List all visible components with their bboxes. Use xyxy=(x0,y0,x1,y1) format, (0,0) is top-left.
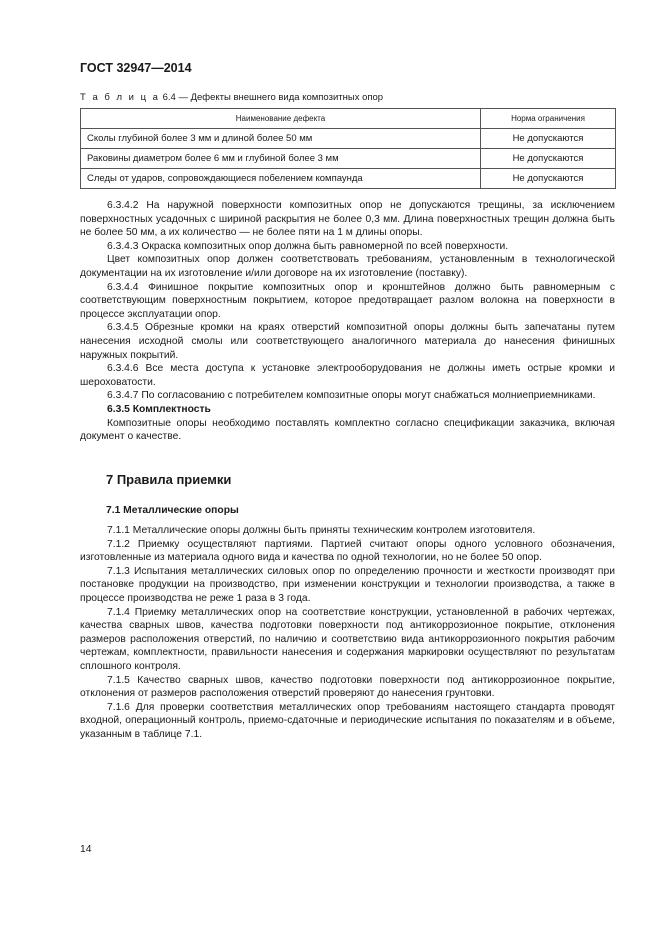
paragraph-7-1-2: 7.1.2 Приемку осуществляют партиями. Партией считают опоры одного условного обозначения, изготовленные из материала одного вида и качества по одной технологии, но не более 50 опор. xyxy=(80,538,615,564)
column-header-defect: Наименование дефекта xyxy=(81,109,481,129)
column-header-norm: Норма ограничения xyxy=(481,109,616,129)
paragraph-7-1-3: 7.1.3 Испытания металлических силовых опор по определению прочности и жесткости производят при постановке продукции на производство, при изменении конструкции и технологии производства, а также в процессе производства не реже 1 раза в 3 года. xyxy=(80,565,615,604)
page-number: 14 xyxy=(80,844,92,855)
table-row xyxy=(81,169,616,189)
section-7-1-heading: 7.1 Металлические опоры xyxy=(106,505,239,516)
defect-cell: Раковины диаметром более 6 мм и глубиной более 3 мм xyxy=(81,149,481,169)
norm-cell: Не допускаются xyxy=(481,129,616,149)
norm-cell: Не допускаются xyxy=(481,149,616,169)
paragraph-color: Цвет композитных опор должен соответствовать требованиям, установленным в технологической документации на их изготовление и/или договоре на их изготовление (поставку). xyxy=(80,254,615,279)
table-row xyxy=(81,129,616,149)
document-code: ГОСТ 32947—2014 xyxy=(80,61,192,75)
defect-cell: Следы от ударов, сопровождающиеся побелением компаунда xyxy=(81,169,481,189)
table-row xyxy=(81,149,616,169)
heading-6-3-5: 6.3.5 Комплектность xyxy=(107,403,211,415)
table-caption xyxy=(80,92,383,103)
defect-cell: Сколы глубиной более 3 мм и длиной более 50 мм xyxy=(81,129,481,149)
paragraph-7-1-6: 7.1.6 Для проверки соответствия металлических опор требованиям настоящего стандарта проводят входной, операционный контроль, приемо-сдаточные и периодические испытания по показателям и в объеме, указанным в таблице 7.1. xyxy=(80,701,615,740)
paragraph-6-3-4-2: 6.3.4.2 На наружной поверхности композитных опор не допускаются трещины, за исключением поверхностных усадочных с шириной раскрытия не более 0,3 мм. Длина поверхностных трещин должна быть не более 50 мм, а их количество — не более пяти на 1 м длины опоры. xyxy=(80,200,615,239)
section-7-heading: 7 Правила приемки xyxy=(106,472,232,487)
paragraph-6-3-4-6: 6.3.4.6 Все места доступа к установке электрооборудования не должны иметь острые кромки и шероховатости. xyxy=(80,363,615,388)
table-caption-label: Т а б л и ц а xyxy=(80,92,160,103)
defects-table xyxy=(80,108,616,189)
paragraph-6-3-4-5: 6.3.4.5 Обрезные кромки на краях отверстий композитной опоры должны быть запечатаны путем нанесения исходной смолы или соответствующего аналогичного материала до нанесения финишных наружных покрытий. xyxy=(80,322,615,361)
table-caption-text: 6.4 — Дефекты внешнего вида композитных опор xyxy=(162,92,384,103)
paragraph-7-1-4: 7.1.4 Приемку металлических опор на соответствие конструкции, установленной в рабочих чертежах, качества сварных швов, качества подготовки поверхности под антикоррозионное покрытие, отклонения размеров расположения отверстий, по наличию и соответствию вида антикоррозионного покрытия рабочим чертежам, комплектности, правильности нанесения и содержания маркировки осуществляют по результатам сплошного контроля. xyxy=(80,606,615,672)
paragraph-7-1-1: 7.1.1 Металлические опоры должны быть приняты техническим контролем изготовителя. xyxy=(107,525,536,536)
section-6-body xyxy=(80,199,615,444)
paragraph-6-3-4-7: 6.3.4.7 По согласованию с потребителем композитные опоры могут снабжаться молниеприемниками. xyxy=(107,390,596,402)
section-7-body xyxy=(80,524,615,742)
paragraph-7-1-5: 7.1.5 Качество сварных швов, качество подготовки поверхности под антикоррозионное покрытие, отклонения от размеров расположения отверстий проверяют до нанесения грунтовки. xyxy=(80,674,615,700)
paragraph-completeness: Композитные опоры необходимо поставлять комплектно согласно спецификации заказчика, включая документ о качестве. xyxy=(80,417,615,443)
norm-cell: Не допускаются xyxy=(481,169,616,189)
paragraph-6-3-4-3: 6.3.4.3 Окраска композитных опор должна быть равномерной по всей поверхности. xyxy=(107,240,509,252)
paragraph-6-3-4-4: 6.3.4.4 Финишное покрытие композитных опор и кронштейнов должно быть равномерным с соответствующим поверхностным покрытием, которое предотвращает разлом волокна на поверхности в процессе эксплуатации опор. xyxy=(80,281,615,320)
table-header-row xyxy=(81,109,616,129)
